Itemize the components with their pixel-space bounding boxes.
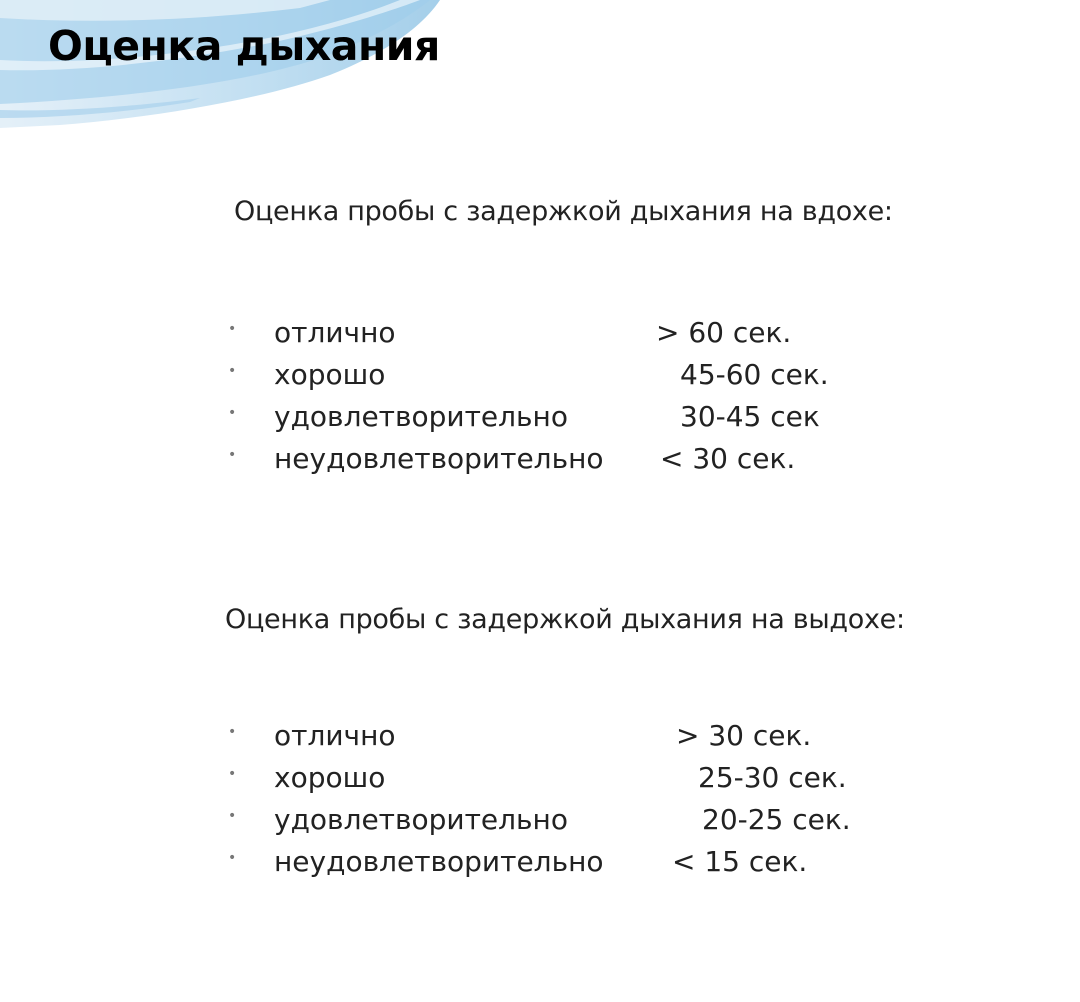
- bullet-icon: •: [228, 808, 237, 824]
- rating-value: < 30 сек.: [660, 442, 796, 475]
- rating-value: 45-60 сек.: [680, 358, 829, 391]
- rating-label: удовлетворительно: [274, 803, 568, 836]
- rating-value: 30-45 сек: [680, 400, 820, 433]
- slide-title: Оценка дыхания: [48, 22, 440, 70]
- rating-value: > 60 сек.: [656, 316, 792, 349]
- rating-value: 25-30 сек.: [698, 761, 847, 794]
- bullet-icon: •: [228, 766, 237, 782]
- rating-value: > 30 сек.: [676, 719, 812, 752]
- rating-label: хорошо: [274, 358, 386, 391]
- bullet-icon: •: [228, 405, 237, 421]
- rating-value: 20-25 сек.: [702, 803, 851, 836]
- rating-label: отлично: [274, 316, 396, 349]
- section-heading-inhale: Оценка пробы с задержкой дыхания на вдохе:: [234, 196, 893, 227]
- rating-label: отлично: [274, 719, 396, 752]
- bullet-icon: •: [228, 363, 237, 379]
- bullet-icon: •: [228, 850, 237, 866]
- rating-label: хорошо: [274, 761, 386, 794]
- rating-value: < 15 сек.: [672, 845, 808, 878]
- rating-label: неудовлетворительно: [274, 845, 604, 878]
- rating-label: удовлетворительно: [274, 400, 568, 433]
- bullet-icon: •: [228, 447, 237, 463]
- rating-label: неудовлетворительно: [274, 442, 604, 475]
- bullet-icon: •: [228, 724, 237, 740]
- bullet-icon: •: [228, 321, 237, 337]
- section-heading-exhale: Оценка пробы с задержкой дыхания на выдохе:: [225, 604, 905, 635]
